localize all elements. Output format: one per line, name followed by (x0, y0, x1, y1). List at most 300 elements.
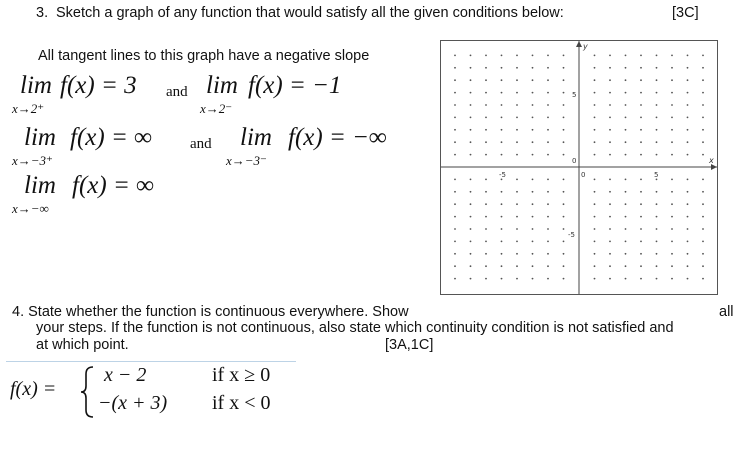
grid-dot (656, 228, 658, 230)
grid-dot (516, 228, 518, 230)
grid-dot (609, 228, 611, 230)
grid-dot (625, 55, 627, 57)
grid-dot (609, 55, 611, 57)
q3-number: 3. (36, 5, 49, 21)
grid-dot (516, 92, 518, 94)
grid-dot (516, 191, 518, 193)
grid-dot (609, 253, 611, 255)
grid-dot (470, 203, 472, 205)
grid-dot (454, 241, 456, 243)
grid-dot (702, 203, 704, 205)
grid-dot (454, 67, 456, 69)
grid-dot (532, 67, 534, 69)
grid-dot (609, 104, 611, 106)
lim-5-label: lim (24, 172, 56, 199)
grid-dot (547, 191, 549, 193)
grid-dot (532, 92, 534, 94)
grid-dot (454, 228, 456, 230)
grid-dot (501, 278, 503, 280)
grid-dot (547, 265, 549, 267)
grid-dot (501, 154, 503, 156)
grid-dot (501, 129, 503, 131)
grid-dot (609, 154, 611, 156)
grid-dot (687, 117, 689, 119)
grid-dot (687, 253, 689, 255)
grid-dot (687, 216, 689, 218)
grid-dot (671, 241, 673, 243)
grid-dot (516, 203, 518, 205)
grid-dot (702, 79, 704, 81)
grid-dot (454, 141, 456, 143)
lim-1-expr: f(x) = 3 (60, 72, 137, 99)
grid-dot (516, 179, 518, 181)
grid-dot (609, 179, 611, 181)
lim-4-expr: f(x) = −∞ (288, 124, 387, 151)
grid-dot (702, 278, 704, 280)
grid-dot (516, 253, 518, 255)
grid-dot (671, 67, 673, 69)
grid-dot (656, 129, 658, 131)
grid-dot (594, 79, 596, 81)
grid-dot (485, 104, 487, 106)
lim-2-expr: f(x) = −1 (248, 72, 342, 99)
y-tick-pos-5: 5 (572, 91, 577, 99)
grid-dot (609, 216, 611, 218)
grid-dot (640, 203, 642, 205)
grid-dot (454, 203, 456, 205)
piece-2-expr: −(x + 3) (98, 392, 168, 414)
grid-dot (656, 92, 658, 94)
grid-dot (640, 265, 642, 267)
grid-dot (501, 55, 503, 57)
grid-dot (454, 79, 456, 81)
grid-dot (687, 79, 689, 81)
grid-dot (470, 141, 472, 143)
grid-dot (485, 191, 487, 193)
grid-dot (640, 228, 642, 230)
piece-1-cond: if x ≥ 0 (212, 364, 271, 386)
grid-dot (594, 253, 596, 255)
grid-dot (501, 117, 503, 119)
grid-dot (563, 129, 565, 131)
grid-dot (671, 228, 673, 230)
grid-dot (609, 92, 611, 94)
grid-dot (702, 117, 704, 119)
grid-dot (640, 154, 642, 156)
grid-dot (594, 129, 596, 131)
grid-dot (454, 104, 456, 106)
grid-dot (547, 253, 549, 255)
grid-dot (640, 278, 642, 280)
grid-dot (671, 117, 673, 119)
grid-dot (702, 55, 704, 57)
grid-dot (594, 228, 596, 230)
grid-dot (640, 241, 642, 243)
grid-dot (671, 203, 673, 205)
grid-dot (702, 228, 704, 230)
grid-dot (594, 179, 596, 181)
grid-dot (671, 278, 673, 280)
grid-dot (671, 129, 673, 131)
grid-dot (671, 79, 673, 81)
grid-dot (687, 129, 689, 131)
grid-dot (671, 191, 673, 193)
grid-dot (454, 92, 456, 94)
grid-dot (501, 228, 503, 230)
x-axis-label: x (709, 156, 714, 165)
grid-dot (702, 92, 704, 94)
grid-dot (671, 253, 673, 255)
grid-dot (687, 92, 689, 94)
grid-dot (594, 191, 596, 193)
grid-dot (687, 241, 689, 243)
grid-dot (470, 216, 472, 218)
grid-dot (454, 191, 456, 193)
grid-dot (532, 216, 534, 218)
grid-dot (547, 141, 549, 143)
grid-dot (609, 117, 611, 119)
grid-dot (485, 278, 487, 280)
grid-dot (656, 141, 658, 143)
grid-dot (485, 179, 487, 181)
y-axis-label: y (583, 42, 588, 51)
lim-1-label: lim (20, 72, 52, 99)
grid-dot (625, 216, 627, 218)
grid-dot (625, 241, 627, 243)
q3-prompt: Sketch a graph of any function that would satisfy all the given conditions below: (56, 5, 564, 21)
y-tick-neg-5: -5 (568, 231, 575, 239)
grid-dot (516, 55, 518, 57)
lim-2-label: lim (206, 72, 238, 99)
grid-dot (609, 278, 611, 280)
fx-label: f(x) = (10, 378, 57, 400)
grid-dot (532, 278, 534, 280)
grid-dot (470, 92, 472, 94)
grid-dot (516, 104, 518, 106)
grid-dot (563, 55, 565, 57)
grid-dot (656, 203, 658, 205)
grid-dot (687, 265, 689, 267)
lim-3-expr: f(x) = ∞ (70, 124, 152, 151)
grid-dot (609, 129, 611, 131)
grid-dot (547, 278, 549, 280)
grid-dot (485, 67, 487, 69)
grid-dot (516, 79, 518, 81)
grid-dot (625, 191, 627, 193)
grid-dot (656, 191, 658, 193)
grid-dot (625, 104, 627, 106)
lim-3-sub: x→−3⁺ (12, 153, 53, 168)
grid-dot (501, 104, 503, 106)
grid-dot (563, 203, 565, 205)
grid-dot (687, 67, 689, 69)
grid-dot (563, 154, 565, 156)
x-tick-pos-5: 5 (654, 171, 659, 179)
grid-dot (687, 179, 689, 181)
grid-dot (532, 154, 534, 156)
grid-dot (532, 129, 534, 131)
grid-dot (640, 253, 642, 255)
grid-dot (532, 55, 534, 57)
grid-dot (470, 278, 472, 280)
grid-dot (532, 117, 534, 119)
grid-dot (702, 216, 704, 218)
lim-4-label: lim (240, 124, 272, 151)
grid-dot (516, 141, 518, 143)
grid-dot (594, 104, 596, 106)
x-tick-neg-5: -5 (499, 171, 506, 179)
grid-dot (671, 141, 673, 143)
piecewise-function (10, 364, 310, 420)
grid-dot (470, 241, 472, 243)
grid-dot (687, 141, 689, 143)
grid-dot (454, 216, 456, 218)
grid-dot (470, 104, 472, 106)
grid-dot (656, 241, 658, 243)
graph-grid[interactable] (440, 40, 718, 295)
grid-dot (671, 216, 673, 218)
grid-dot (470, 228, 472, 230)
piece-2-cond: if x < 0 (212, 392, 271, 414)
grid-dot (470, 154, 472, 156)
grid-dot (656, 265, 658, 267)
grid-dot (609, 241, 611, 243)
grid-dot (485, 117, 487, 119)
grid-dot (625, 92, 627, 94)
grid-dot (671, 55, 673, 57)
grid-dot (563, 278, 565, 280)
grid-dot (470, 191, 472, 193)
grid-dot (485, 92, 487, 94)
grid-dot (594, 216, 596, 218)
grid-dot (640, 79, 642, 81)
grid-dot (625, 67, 627, 69)
grid-dot (640, 129, 642, 131)
grid-dot (656, 117, 658, 119)
grid-dot (702, 265, 704, 267)
grid-dot (501, 253, 503, 255)
grid-dot (594, 141, 596, 143)
grid-dot (640, 104, 642, 106)
grid-dot (532, 179, 534, 181)
grid-dot (563, 253, 565, 255)
grid-dot (656, 79, 658, 81)
grid-dot (640, 117, 642, 119)
grid-dot (594, 278, 596, 280)
grid-dot (640, 191, 642, 193)
grid-dot (656, 278, 658, 280)
grid-dot (501, 241, 503, 243)
origin-x-label: 0 (581, 171, 586, 179)
grid-dot (563, 79, 565, 81)
grid-dot (594, 241, 596, 243)
grid-dot (516, 67, 518, 69)
grid-dot (532, 203, 534, 205)
lim-3-label: lim (24, 124, 56, 151)
grid-dot (687, 55, 689, 57)
grid-dot (671, 265, 673, 267)
grid-dot (516, 216, 518, 218)
grid-dot (702, 104, 704, 106)
grid-dot (625, 265, 627, 267)
grid-dot (563, 241, 565, 243)
section-divider (6, 361, 296, 362)
grid-dot (702, 154, 704, 156)
grid-dot (656, 216, 658, 218)
graph-canvas[interactable] (441, 41, 717, 294)
q4-line2: your steps. If the function is not continuous, also state which continuity condition is not satisfied and (36, 320, 674, 336)
grid-dot (702, 191, 704, 193)
grid-dot (516, 265, 518, 267)
grid-dot (671, 179, 673, 181)
lim-1-sub: x→2⁺ (12, 101, 45, 116)
grid-dot (563, 216, 565, 218)
grid-dot (671, 154, 673, 156)
grid-dot (532, 253, 534, 255)
lim-2-sub: x→2⁻ (200, 101, 233, 116)
grid-dot (609, 203, 611, 205)
grid-dot (640, 216, 642, 218)
grid-dot (609, 265, 611, 267)
lim-5-expr: f(x) = ∞ (72, 172, 154, 199)
and-2: and (190, 136, 212, 152)
grid-dot (625, 203, 627, 205)
grid-dot (625, 253, 627, 255)
grid-dot (609, 79, 611, 81)
grid-dot (671, 104, 673, 106)
q3-condition-intro: All tangent lines to this graph have a negative slope (38, 48, 370, 64)
grid-dot (485, 265, 487, 267)
grid-dot (656, 253, 658, 255)
grid-dot (563, 141, 565, 143)
grid-dot (625, 117, 627, 119)
grid-dot (625, 141, 627, 143)
grid-dot (609, 191, 611, 193)
grid-dot (594, 92, 596, 94)
grid-dot (454, 253, 456, 255)
lim-5-sub: x→−∞ (12, 201, 49, 216)
grid-dot (640, 55, 642, 57)
grid-dot (470, 67, 472, 69)
grid-dot (687, 278, 689, 280)
grid-dot (702, 179, 704, 181)
grid-dot (563, 265, 565, 267)
grid-dot (516, 154, 518, 156)
grid-dot (485, 241, 487, 243)
grid-dot (470, 253, 472, 255)
left-brace (80, 365, 96, 419)
grid-dot (485, 79, 487, 81)
grid-dot (547, 117, 549, 119)
grid-dot (532, 265, 534, 267)
grid-dot (656, 55, 658, 57)
y-axis-arrow (576, 41, 582, 47)
grid-dot (656, 67, 658, 69)
grid-dot (501, 141, 503, 143)
grid-dot (501, 92, 503, 94)
grid-dot (687, 104, 689, 106)
grid-dot (454, 179, 456, 181)
grid-dot (563, 117, 565, 119)
grid-dot (547, 179, 549, 181)
grid-dot (547, 203, 549, 205)
grid-dot (532, 79, 534, 81)
grid-dot (625, 278, 627, 280)
lim-4-sub: x→−3⁻ (226, 153, 267, 168)
grid-dot (702, 67, 704, 69)
grid-dot (501, 216, 503, 218)
grid-dot (501, 203, 503, 205)
grid-dot (485, 228, 487, 230)
grid-dot (625, 154, 627, 156)
grid-dot (501, 265, 503, 267)
grid-dot (609, 67, 611, 69)
grid-dot (501, 79, 503, 81)
grid-dot (640, 141, 642, 143)
grid-dot (563, 228, 565, 230)
grid-dot (656, 154, 658, 156)
grid-dot (532, 141, 534, 143)
grid-dot (563, 191, 565, 193)
grid-dot (547, 216, 549, 218)
grid-dot (532, 191, 534, 193)
piece-1-expr: x − 2 (104, 364, 147, 386)
origin-y-label: 0 (572, 157, 577, 165)
grid-dot (594, 55, 596, 57)
grid-dot (625, 79, 627, 81)
grid-dot (485, 203, 487, 205)
grid-dot (547, 79, 549, 81)
q4-line1-right: all (719, 304, 734, 320)
grid-dot (594, 203, 596, 205)
grid-dot (516, 278, 518, 280)
grid-dot (687, 228, 689, 230)
grid-dot (687, 191, 689, 193)
grid-dot (501, 67, 503, 69)
grid-dot (563, 92, 565, 94)
grid-dot (547, 154, 549, 156)
grid-dot (485, 253, 487, 255)
grid-dot (563, 104, 565, 106)
grid-dot (454, 55, 456, 57)
grid-dot (516, 117, 518, 119)
grid-dot (625, 228, 627, 230)
grid-dot (532, 241, 534, 243)
grid-dot (640, 67, 642, 69)
grid-dot (470, 179, 472, 181)
grid-dot (563, 67, 565, 69)
grid-dot (702, 141, 704, 143)
grid-dot (547, 104, 549, 106)
grid-dot (485, 154, 487, 156)
grid-dot (702, 253, 704, 255)
grid-dot (625, 129, 627, 131)
grid-dot (640, 92, 642, 94)
grid-dot (470, 265, 472, 267)
grid-dot (454, 154, 456, 156)
grid-dot (687, 203, 689, 205)
grid-dot (454, 129, 456, 131)
q3-marks: [3C] (672, 5, 699, 21)
grid-dot (470, 79, 472, 81)
grid-dot (547, 241, 549, 243)
grid-dot (516, 129, 518, 131)
grid-dot (547, 67, 549, 69)
grid-dot (470, 129, 472, 131)
grid-dot (470, 117, 472, 119)
grid-dot (547, 129, 549, 131)
grid-dot (609, 141, 611, 143)
